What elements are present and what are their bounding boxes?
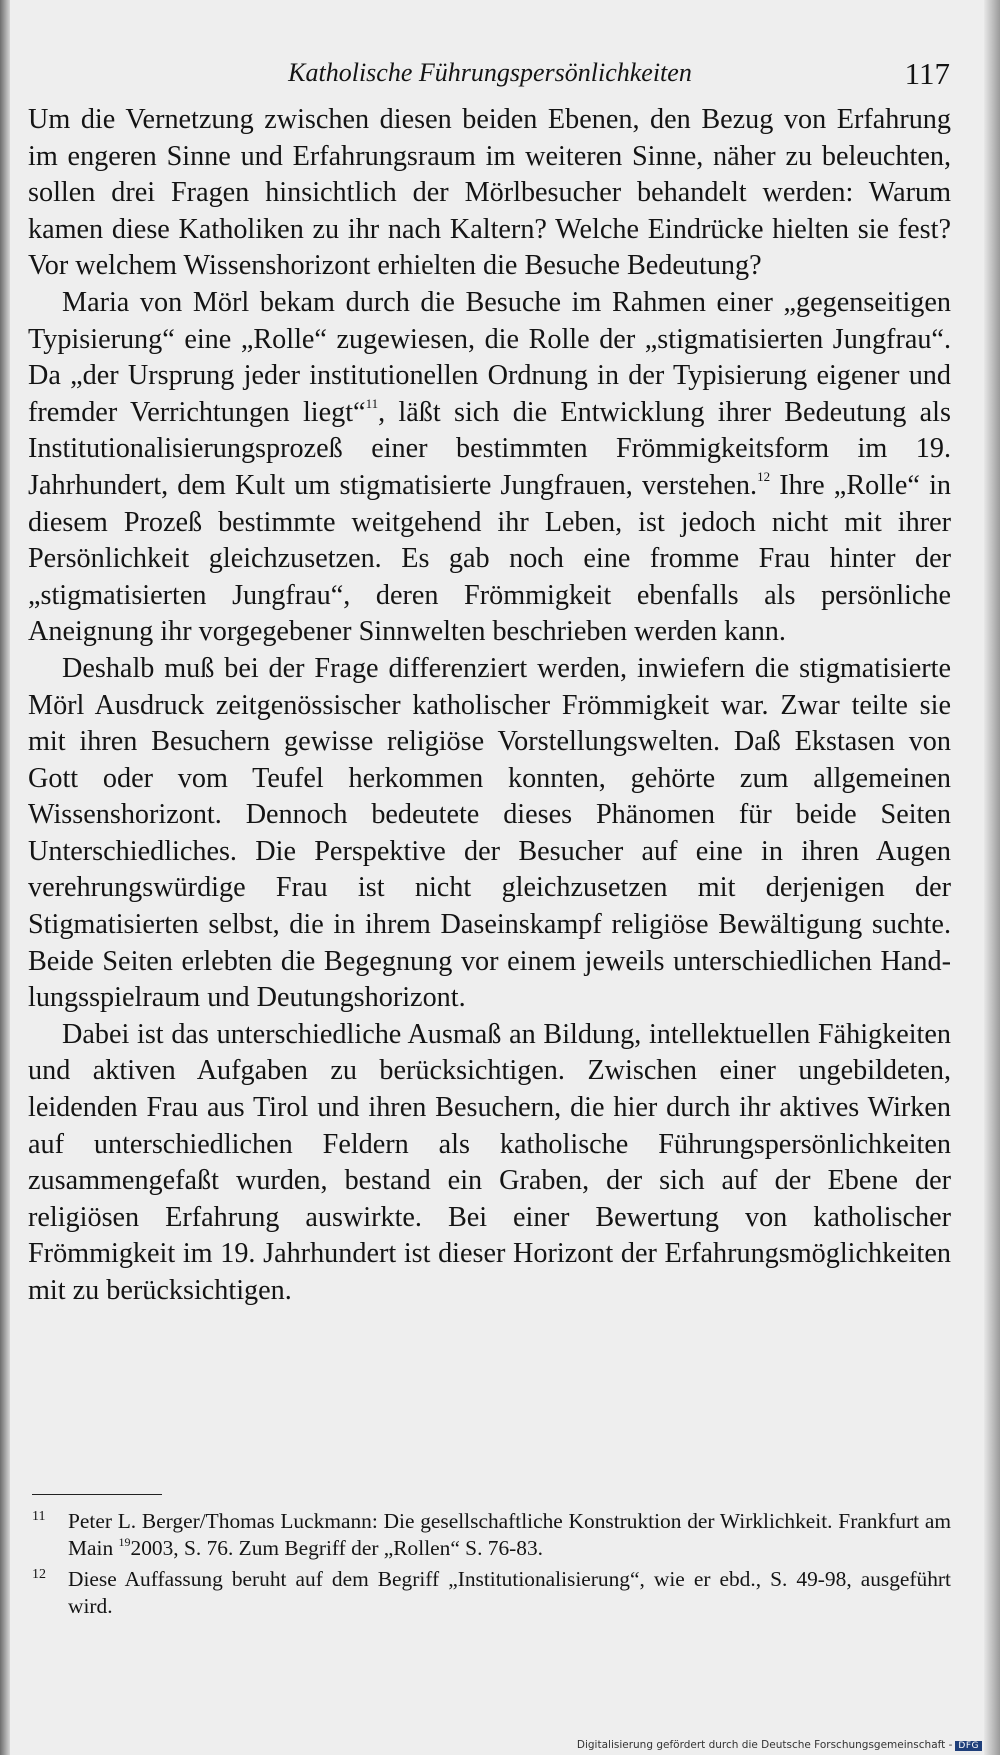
- footnote-ref-11: 11: [365, 395, 379, 411]
- paragraph-2: [28, 285, 951, 651]
- edition-superscript: 19: [118, 1535, 131, 1549]
- footnote-number: 12: [32, 1567, 46, 1582]
- footnote-text: [68, 1509, 951, 1560]
- running-title: Katholische Führungspersönlichkeiten: [288, 58, 692, 87]
- page-edge-right: [984, 0, 1000, 1755]
- dfg-logo: DFG: [955, 1741, 982, 1751]
- paragraph-2-part-c: Ihre „Rolle“ in diesem Prozeß bestimmte weitgehend ihr Leben, ist jedoch nicht mit ihrer Persönlichkeit gleichzusetzen. Es gab noch eine fromme Frau hinter der „stigmatisierten Jungfrau“, deren Frömmigkeit ebenfalls als persönliche Aneignung ihr vorgegebener Sinnwelten beschrieben werden kann.: [28, 469, 951, 648]
- footnote-number: 11: [32, 1509, 46, 1524]
- footnote-ref-12: 12: [757, 468, 771, 484]
- footnote-12: [28, 1566, 951, 1620]
- paragraph-2-part-a: Maria von Mörl bekam durch die Besuche im Rahmen einer „gegenseitigen Typisierung“ eine „Rolle“ zugewiesen, die Rolle der „stigmatisierten Jungfrau“. Da „der Ursprung jeder institutionellen Ordnung in der Typisierung eigener und fremder Verrichtungen liegt“: [28, 286, 951, 428]
- paragraph-3: Deshalb muß bei der Frage differenziert werden, inwiefern die stigmatisierte Mörl Ausdruck zeitgenössischer katholischer Frömmigkeit war. Zwar teilte sie mit ihren Besuchern gewisse religiöse Vorstellungswelten. Daß Ekstasen von Gott oder vom Teufel herkommen konnten, gehörte zum allgemeinen Wissenshorizont. Dennoch bedeutete dieses Phänomen für beide Seiten Unterschiedliches. Die Perspektive der Besucher auf eine in ihren Augen verehrungswürdige Frau ist nicht gleichzusetzen mit derjenigen der Stigmatisierten selbst, die in ihrem Daseinskampf religiöse Bewältigung suchte. Beide Seiten erlebten die Begegnung vor einem jeweils unterschiedlichen Handlungsspielraum und Deutungshorizont.: [28, 652, 951, 1014]
- page-number: 117: [904, 56, 950, 91]
- footnote-11-part-a: Peter L. Berger/Thomas Luckmann: Die gesellschaftliche Konstruktion der Wirklichkeit. Frankfurt am Main: [68, 1509, 951, 1560]
- footnotes: [28, 1508, 951, 1624]
- paragraph-4: Dabei ist das unterschiedliche Ausmaß an Bildung, intellektuellen Fähigkeiten und aktiven Aufgaben zu berücksichtigen. Zwischen einer ungebildeten, leidenden Frau aus Tirol und ihren Besuchern, die hier durch ihr aktives Wirken auf unterschiedlichen Feldern als katholische Führungspersönlichkeiten zusammengefaßt wurden, bestand ein Graben, der sich auf der Ebene der religiösen Erfahrung auswirkte. Bei einer Bewertung von katholischer Frömmigkeit im 19. Jahrhundert ist dieser Horizont der Erfahrungsmöglichkeiten mit zu berücksichtigen.: [28, 1018, 951, 1306]
- paragraph-2-part-b: , läßt sich die Entwicklung ihrer Bedeutung als Institutionalisierungsprozeß einer bestimmten Frömmigkeitsform im 19. Jahrhundert, dem Kult um stigmatisierte Jungfrauen, verstehen.: [28, 396, 951, 501]
- digitization-credit-text: Digitalisierung gefördert durch die Deutsche Forschungsgemeinschaft -: [576, 1739, 953, 1751]
- footnote-text: Diese Auffassung beruht auf dem Begriff „Institutionalisierung“, wie er ebd., S. 49-98, ausgeführt wird.: [68, 1567, 951, 1618]
- footnote-separator: [32, 1494, 162, 1495]
- footnote-11: [28, 1508, 951, 1562]
- digitization-credit: [577, 1739, 982, 1751]
- footnote-11-part-b: 2003, S. 76. Zum Begriff der „Rollen“ S. 76-83.: [130, 1536, 544, 1560]
- paragraph-1: Um die Vernetzung zwischen diesen beiden Ebenen, den Bezug von Erfahrung im engeren Sinne und Erfahrungsraum im weiteren Sinne, näher zu beleuchten, sollen drei Fragen hinsichtlich der Mörlbesucher behandelt werden: Warum kamen diese Katholiken zu ihr nach Kaltern? Welche Eindrücke hielten sie fest? Vor welchem Wissenshorizont erhielten die Besuche Bedeutung?: [28, 104, 951, 282]
- page-edge-left: [0, 0, 10, 1755]
- body-text: [28, 102, 951, 1310]
- page-header: [30, 56, 950, 96]
